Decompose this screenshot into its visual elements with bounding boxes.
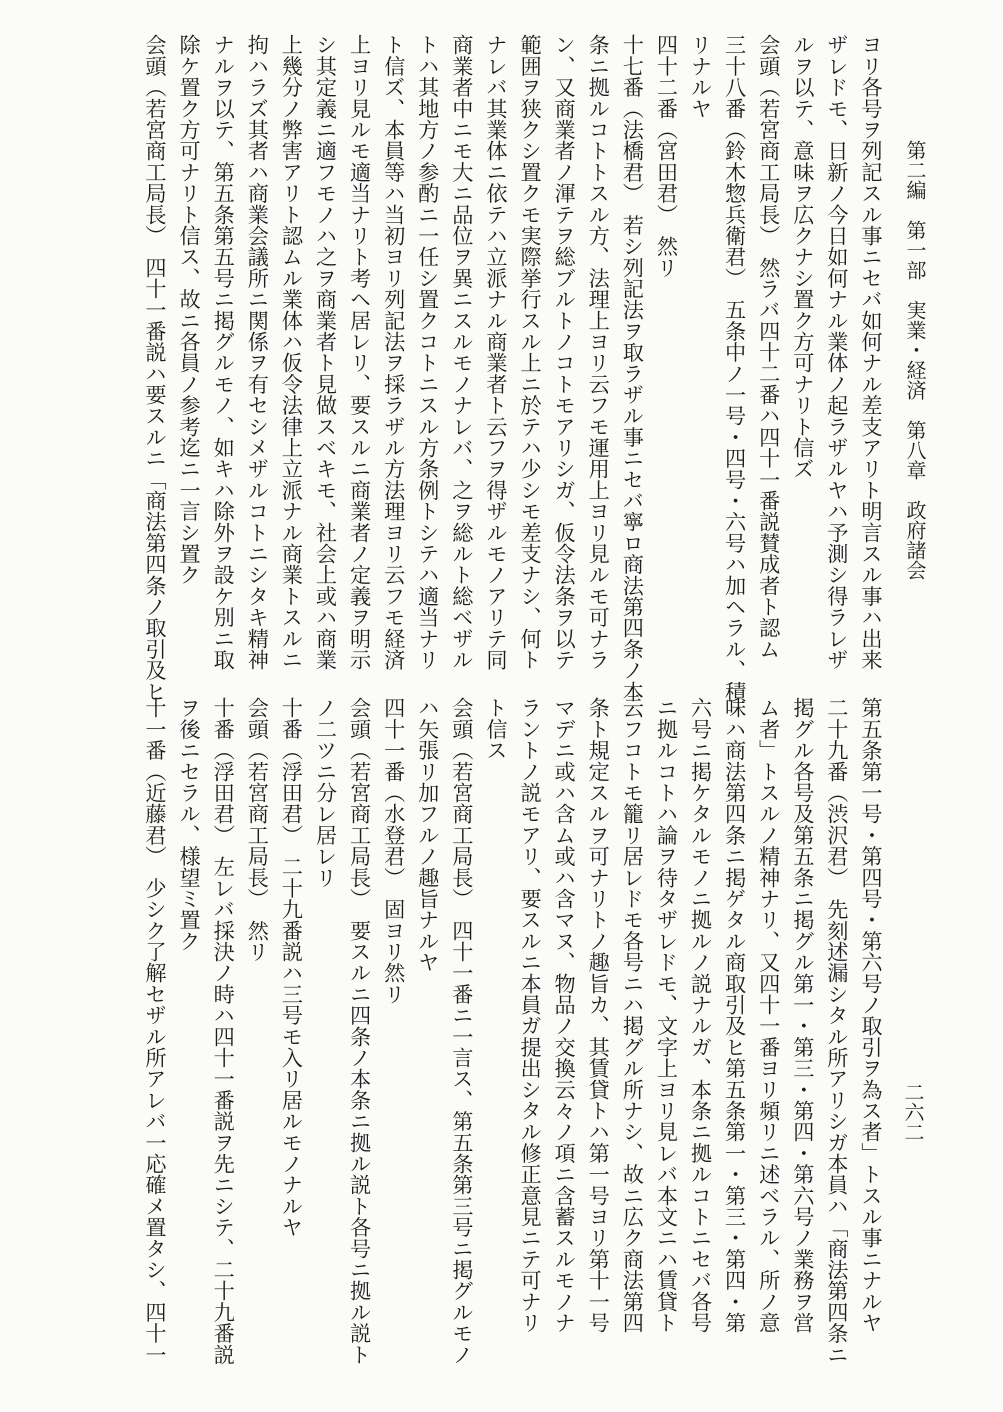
- text-column: 三十八番（鈴木惣兵衛君） 五条中ノ一号・四号・六号ハ加ヘラル、積: [722, 34, 748, 702]
- text-column: 会頭（若宮商工局長） 然リ: [245, 697, 271, 962]
- text-column: 範囲ヲ狭クシ置クモ実際挙行スル上ニ於テハ少シモ差支ナシ、何ト: [518, 34, 544, 670]
- text-column: 会頭（若宮商工局長） 然ラバ四十二番ハ四十一番説賛成者ト認ム: [756, 34, 782, 660]
- bottom-half-text: [143, 697, 884, 1365]
- text-column: 六号ニ掲ケタルモノニ拠ルノ説ナルガ、本条ニ拠ルコトニセバ各号: [688, 697, 714, 1333]
- text-column: 十一番（近藤君） 少シク了解セザル所アレバ一応確メ置タシ、四十一: [143, 697, 169, 1365]
- text-column: 上幾分ノ弊害アリト認ムル業体ハ仮令法律上立派ナル商業トスルニ: [279, 34, 305, 670]
- text-column: 掲グル各号及第五条ニ掲グル第一・第三・第四・第六号ノ業務ヲ営: [790, 697, 816, 1333]
- text-column: 第五条第一号・第四号・第六号ノ取引ヲ為ス者」トスル事ニナルヤ: [859, 697, 884, 1333]
- text-column: ラントノ説モアリ、要スルニ本員ガ提出シタル修正意見ニテ可ナリ: [518, 697, 544, 1333]
- text-column: トハ其地方ノ参酌ニ一任シ置クコトニスル方条例トシテハ適当ナリ: [415, 34, 441, 670]
- text-column: ナルヲ以テ、第五条第五号ニ掲グルモノ、如キハ除外ヲ設ケ別ニ取: [211, 34, 237, 671]
- text-column: 会頭（若宮商工局長） 四十一番ニ一言ス、第五条第三号ニ掲グルモノ: [449, 697, 475, 1365]
- text-column: 四十一番（水登君） 固ヨリ然リ: [381, 697, 407, 1005]
- text-column: 条ニ拠ルコトトスル方、法理上ヨリ云フモ運用上ヨリ見ルモ可ナラ: [586, 34, 612, 670]
- text-column: リナルヤ: [688, 34, 714, 119]
- text-column: 十七番（法橋君） 若シ列記法ヲ取ラザル事ニセバ寧ロ商法第四条ノ本: [620, 34, 646, 702]
- text-column: 会頭（若宮商工局長） 四十一番説ハ要スルニ「商法第四条ノ取引及ヒ: [143, 34, 169, 702]
- running-header: 第二編 第一部 実業・経済 第八章 政府諸会: [903, 140, 927, 580]
- text-column: ハ矢張リ加フルノ趣旨ナルヤ: [415, 697, 441, 973]
- text-column: ン、又商業者ノ渾テヲ総ブルトノコトモアリシガ、仮令法条ヲ以テ: [552, 34, 578, 670]
- text-column: ノ二ツニ分レ居レリ: [313, 697, 339, 888]
- text-column: 四十二番（宮田君） 然リ: [654, 34, 680, 278]
- text-column: ニ拠ルコトハ論ヲ待タザレドモ、文字上ヨリ見レバ本文ニハ賃貸ト: [654, 697, 680, 1333]
- text-column: 云フコトモ籠リ居レドモ各号ニハ掲グル所ナシ、故ニ広ク商法第四: [620, 697, 646, 1333]
- text-column: 条ト規定スルヲ可ナリトノ趣旨カ、其賃貸トハ第一号ヨリ第十一号: [586, 697, 612, 1333]
- text-column: ト信ズ、本員等ハ当初ヨリ列記法ヲ採ラザル方法理ヨリ云フモ経済: [381, 34, 407, 670]
- text-column: 上ヨリ見ルモ適当ナリト考ヘ居レリ、要スルニ商業者ノ定義ヲ明示: [347, 34, 373, 670]
- text-column: 会頭（若宮商工局長） 要スルニ四条ノ本条ニ拠ル説ト各号ニ拠ル説ト: [347, 697, 373, 1365]
- text-column: マデニ或ハ含ム或ハ含マヌ、物品ノ交換云々ノ項ニ含蓄スルモノナ: [552, 697, 578, 1333]
- page-number: 二六二: [901, 1082, 925, 1142]
- text-column: 十番（浮田君） 二十九番説ハ三号モ入リ居ルモノナルヤ: [279, 697, 305, 1238]
- text-column: 十番（浮田君） 左レバ採決ノ時ハ四十一番説ヲ先ニシテ、二十九番説: [211, 697, 237, 1365]
- text-column: ヨリ各号ヲ列記スル事ニセバ如何ナル差支アリト明言スル事ハ出来: [859, 34, 884, 670]
- text-column: シ其定義ニ適フモノハ之ヲ商業者ト見做スベキモ、社会上或ハ商業: [313, 34, 339, 670]
- top-half-text: [143, 34, 884, 702]
- text-column: 除ケ置ク方可ナリト信ス、故ニ各員ノ参考迄ニ一言シ置ク: [177, 34, 203, 586]
- text-column: ザレドモ、日新ノ今日如何ナル業体ノ起ラザルヤハ予測シ得ラレザ: [824, 34, 850, 670]
- text-column: ヲ後ニセラル、様望ミ置ク: [177, 697, 203, 952]
- text-column: ルヲ以テ、意味ヲ広クナシ置ク方可ナリト信ズ: [790, 34, 816, 480]
- text-column: 拘ハラズ其者ハ商業会議所ニ関係ヲ有セシメザルコトニシタキ精神: [245, 34, 271, 670]
- text-column: 二十九番（渋沢君） 先刻述漏シタル所アリシガ本員ハ「商法第四条ニ: [824, 697, 850, 1365]
- text-column: 商業者中ニモ大ニ品位ヲ異ニスルモノナレバ、之ヲ総ルト総ベザル: [449, 34, 475, 670]
- text-column: ナレバ其業体ニ依テハ立派ナル商業者ト云フヲ得ザルモノアリテ同: [483, 34, 509, 670]
- text-column: ト信ス: [483, 697, 509, 761]
- text-column: 味ハ商法第四条ニ掲ゲタル商取引及ヒ第五条第一・第三・第四・第: [722, 697, 748, 1333]
- text-column: ム者」トスルノ精神ナリ、又四十一番ヨリ頻リニ述ベラル、所ノ意: [756, 697, 782, 1333]
